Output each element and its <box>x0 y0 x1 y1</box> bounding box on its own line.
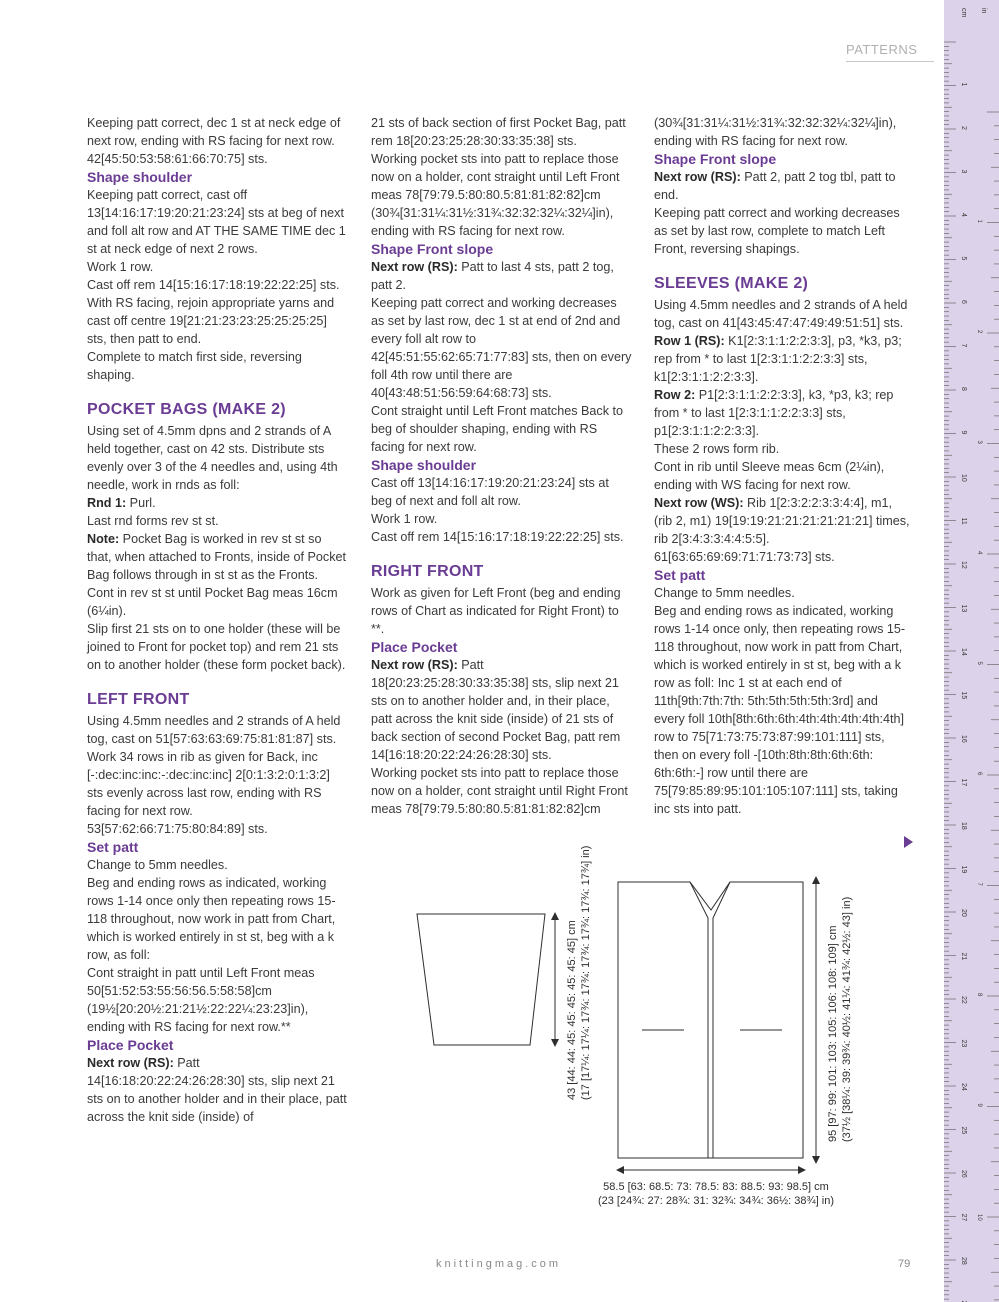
paragraph: Cast off rem 14[15:16:17:18:19:22:22:25] sts. <box>87 278 340 292</box>
instruction-lead: Next row (RS): <box>87 1056 174 1070</box>
ruler-cm-number: 8 <box>960 387 967 391</box>
paragraph: 21 sts of back section of first Pocket Bag, patt rem 18[20:23:25:28:30:33:35:38] sts. <box>371 116 626 148</box>
paragraph: Using 4.5mm needles and 2 strands of A held tog, cast on 51[57:63:63:69:75:81:81:87] sts. <box>87 714 341 746</box>
schematic-diagram <box>400 860 850 1200</box>
arrowhead-icon <box>798 1166 806 1174</box>
instruction-text: Patt 2, patt 2 tog tbl, patt to end. <box>654 170 896 202</box>
paragraph: Beg and ending rows as indicated, working rows 1-14 once only, then repeating rows 15-118 throughout, now work in patt from Chart, which is worked entirely in st st, beg with a k row as foll: Inc 1 st at each end of 11th[9th:7th:7th: 5th:5th:5th:5th:3rd] and every foll 10th[8th:6th:6th:4th:4th:4th:4th:4th] row to 75[71:73:75:73:87:99:101:111] sts, then on every foll -[10th:8th:8th:6th:6th: 6th:6th:-] row until there are 75[79:85:89:95:101:105:107:111] sts, taking inc sts into patt. <box>654 604 906 816</box>
instruction-lead: Next row (WS): <box>654 496 744 510</box>
ruler-cm-number: 2 <box>960 126 967 130</box>
ruler-in-number: 1 <box>976 219 982 223</box>
front-opening-left <box>690 882 708 1158</box>
paragraph <box>654 332 910 386</box>
ruler-cm-number: 21 <box>960 952 967 961</box>
paragraph: Last rnd forms rev st st. <box>87 514 219 528</box>
ruler-scale <box>944 0 999 1302</box>
paragraph: Keeping patt correct, cast off 13[14:16:17:19:20:21:23:24] sts at beg of next and foll alt row and AT THE SAME TIME dec 1 st at neck edge of next 2 rows. <box>87 188 346 256</box>
ruler-in-number: 5 <box>976 661 982 665</box>
paragraph: Cont straight in patt until Left Front meas 50[51:52:53:55:56:56.5:58:58]cm (19½[20:20½:21:21½:22:22¼:23:23]in), ending with RS facing for next row.** <box>87 966 315 1034</box>
ruler-cm-number: 10 <box>960 474 967 482</box>
paragraph: Beg and ending rows as indicated, working rows 1-14 once only then repeating rows 15-118 throughout, now work in patt from Chart, which is worked entirely in st st, beg with a k row, as foll: <box>87 876 336 962</box>
subheading-shape-front-slope: Shape Front slope <box>371 241 494 257</box>
paragraph <box>87 530 349 584</box>
paragraph: Cont in rib until Sleeve meas 6cm (2¼in), ending with WS facing for next row. <box>654 460 885 492</box>
column-1 <box>87 114 349 1126</box>
ruler-in-number: 6 <box>976 772 982 776</box>
instruction-text: Purl. <box>126 496 156 510</box>
body-length-in: (37½ [38¼: 39: 39¾: 40½: 41¼: 41¾: 42½: 43] in) <box>841 896 853 1142</box>
paragraph: Slip first 21 sts on to one holder (these will be joined to Front for pocket top) and rem 21 sts on to another holder (these form pocket back). <box>87 622 346 672</box>
ruler-cm-number: 17 <box>960 778 967 787</box>
ruler-cm-number: 6 <box>960 300 967 304</box>
paragraph: Change to 5mm needles. <box>87 858 228 872</box>
paragraph <box>654 168 910 204</box>
paragraph: Cast off 13[14:16:17:19:20:21:23:24] sts at beg of next and foll alt row. <box>371 476 609 508</box>
ruler-cm-number: 15 <box>960 691 967 700</box>
instruction-lead: Row 2: <box>654 388 696 402</box>
ruler-cm-number: 9 <box>960 430 967 435</box>
ruler-cm-number: 13 <box>960 604 967 613</box>
ruler-cm-number: 3 <box>960 169 967 174</box>
instruction-text: Patt to last 4 sts, patt 2 tog, patt 2. <box>371 260 614 292</box>
ruler-in-number: 3 <box>976 440 982 444</box>
paragraph: Working pocket sts into patt to replace those now on a holder, cont straight until Left Front meas 78[79:79.5:80:80.5:81:81:82:82]cm (30¾[31:31¼:31½:31¾:32:32:32¼:32¼]in), ending with RS facing for next row. <box>371 152 620 238</box>
paragraph: Keeping patt correct and working decreases as set by last row, dec 1 st at end of 2nd and every foll alt row to 42[45:51:55:62:65:71:77:83] sts, then on every foll 4th row until there are 40[43:48:51:56:59:64:68:73] sts. <box>371 296 632 400</box>
ruler-in-number: 4 <box>976 551 982 555</box>
heading-right-front: RIGHT FRONT <box>371 563 484 580</box>
instruction-lead: Next row (RS): <box>654 170 741 184</box>
ruler-cm-number: 22 <box>960 996 967 1004</box>
section-label: PATTERNS <box>846 42 934 62</box>
ruler-in-unit: in <box>980 8 987 14</box>
paragraph <box>87 1054 349 1126</box>
ruler-cm-number: 4 <box>960 213 967 217</box>
sleeve-length-cm: 43 [44: 44: 45: 45: 45: 45: 45: 45] cm <box>566 920 578 1100</box>
heading-pocket-bags: POCKET BAGS (MAKE 2) <box>87 401 286 418</box>
paragraph: Work 34 rows in rib as given for Back, inc [-:dec:inc:inc:-:dec:inc:inc] 2[0:1:3:2:0:1:3:2] sts evenly across last row, ending with RS facing for next row. 53[57:62:66:71:75:80:84:89] sts. <box>87 750 330 836</box>
arrowhead-icon <box>616 1166 624 1174</box>
ruler-cm-number: 5 <box>960 256 967 261</box>
ruler-in-number: 10 <box>976 1214 982 1221</box>
arrowhead-icon <box>812 876 820 884</box>
paragraph: Keeping patt correct and working decreases as set by last row, complete to match Left Front, reversing shapings. <box>654 206 900 256</box>
ruler-cm-number: 23 <box>960 1039 967 1048</box>
arrowhead-icon <box>551 912 559 920</box>
instruction-lead: Row 1 (RS): <box>654 334 725 348</box>
subheading-place-pocket: Place Pocket <box>371 639 458 655</box>
paragraph: Keeping patt correct, dec 1 st at neck edge of next row, ending with RS facing for next row. 42[45:50:53:58:61:66:70:75] sts. <box>87 116 341 166</box>
ruler-cm-number: 18 <box>960 822 967 830</box>
paragraph: Working pocket sts into patt to replace those now on a holder, cont straight until Right Front meas 78[79:79.5:80:80.5:81:81:82:82]cm <box>371 766 628 816</box>
paragraph <box>654 494 910 566</box>
paragraph <box>371 258 633 294</box>
front-opening-right <box>713 882 730 1158</box>
subheading-set-patt: Set patt <box>654 567 706 583</box>
subheading-shape-front-slope: Shape Front slope <box>654 151 777 167</box>
paragraph: Work as given for Left Front (beg and ending rows of Chart as indicated for Right Front) to **. <box>371 586 621 636</box>
paragraph: Complete to match first side, reversing shaping. <box>87 350 302 382</box>
ruler-cm-number: 20 <box>960 909 967 917</box>
measuring-ruler <box>944 0 999 1302</box>
subheading-shape-shoulder: Shape shoulder <box>371 457 477 473</box>
note-lead: Note: <box>87 532 120 546</box>
body-width-label <box>580 1180 852 1208</box>
ruler-cm-number: 1 <box>960 82 967 87</box>
heading-sleeves: SLEEVES (MAKE 2) <box>654 275 809 292</box>
paragraph: Change to 5mm needles. <box>654 586 795 600</box>
sleeve-length-in: (17 [17¼: 17¼: 17¾: 17¾: 17¾: 17¾: 17¾: 17¾] in) <box>580 845 592 1100</box>
instruction-lead: Next row (RS): <box>371 658 458 672</box>
paragraph: (30¾[31:31¼:31½:31¾:32:32:32¼:32¼]in), ending with RS facing for next row. <box>654 116 897 148</box>
ruler-in-number: 2 <box>976 330 982 334</box>
paragraph: Using 4.5mm needles and 2 strands of A held tog, cast on 41[43:45:47:47:49:49:51:51] sts. <box>654 298 908 330</box>
ruler-cm-number: 27 <box>960 1213 967 1222</box>
ruler-in-number: 8 <box>976 993 982 997</box>
ruler-in-number: 7 <box>976 882 982 886</box>
instruction-text: P1[2:3:1:1:2:2:3:3], k3, *p3, k3; rep from * to last 1[2:3:1:1:2:2:3:3] sts, p1[2:3:1:1:2:2:3:3]. <box>654 388 894 438</box>
subheading-shape-shoulder: Shape shoulder <box>87 169 193 185</box>
paragraph: These 2 rows form rib. <box>654 442 780 456</box>
sleeve-outline <box>417 914 545 1045</box>
ruler-cm-number: 12 <box>960 561 967 569</box>
ruler-cm-number: 11 <box>960 517 967 525</box>
instruction-text: Patt 18[20:23:25:28:30:33:35:38] sts, slip next 21 sts on to another holder and, in their place, patt across the knit side (inside) of 21 sts of back section of second Pocket Bag, patt rem 14[16:18:20:22:24:26:28:30] sts. <box>371 658 621 762</box>
note-text: Pocket Bag is worked in rev st st so that, when attached to Fronts, inside of Pocket Bag follows through in st st as the Fronts. <box>87 532 347 582</box>
ruler-cm-unit: cm <box>960 8 967 18</box>
ruler-cm-number: 25 <box>960 1126 967 1135</box>
column-3 <box>654 114 910 818</box>
paragraph: Cont straight until Left Front matches Back to beg of shoulder shaping, ending with RS facing for next row. <box>371 404 623 454</box>
arrowhead-icon <box>812 1156 820 1164</box>
instruction-lead: Rnd 1: <box>87 496 127 510</box>
paragraph: Cont in rev st st until Pocket Bag meas 16cm (6¼in). <box>87 586 338 618</box>
body-outline <box>618 882 803 1158</box>
instruction-text: Rib 1[2:3:2:2:3:3:4:4], m1, (rib 2, m1) 19[19:19:21:21:21:21:21:21] times, rib 2[3:4:3:3:4:4:5:5]. 61[63:65:69:69:71:71:73:73] sts. <box>654 496 910 564</box>
ruler-cm-number: 26 <box>960 1170 967 1178</box>
paragraph: Using set of 4.5mm dpns and 2 strands of A held together, cast on 42 sts. Distribute sts evenly over 3 of the 4 needles and, using 4th needle, work in rnds as foll: <box>87 424 338 492</box>
column-2 <box>371 114 633 818</box>
ruler-cm-number: 28 <box>960 1257 967 1265</box>
continue-arrow-icon <box>904 836 913 848</box>
paragraph <box>87 494 349 512</box>
arrowhead-icon <box>551 1039 559 1047</box>
instruction-text: K1[2:3:1:1:2:2:3:3], p3, *k3, p3; rep from * to last 1[2:3:1:1:2:2:3:3] sts, k1[2:3:1:1:2:2:3:3]. <box>654 334 902 384</box>
subheading-place-pocket: Place Pocket <box>87 1037 174 1053</box>
ruler-cm-number: 14 <box>960 648 967 656</box>
paragraph: Work 1 row. <box>87 260 154 274</box>
paragraph <box>371 656 633 764</box>
ruler-cm-number: 7 <box>960 343 967 348</box>
body-width-cm: 58.5 [63: 68.5: 73: 78.5: 83: 88.5: 93: 98.5] cm <box>603 1181 829 1193</box>
ruler-in-number: 9 <box>976 1103 982 1107</box>
ruler-cm-number: 16 <box>960 735 967 743</box>
instruction-lead: Next row (RS): <box>371 260 458 274</box>
paragraph: With RS facing, rejoin appropriate yarns and cast off centre 19[21:21:23:23:25:25:25:25] sts, then patt to end. <box>87 296 335 346</box>
ruler-cm-number: 24 <box>960 1083 967 1091</box>
paragraph: Work 1 row. <box>371 512 438 526</box>
heading-left-front: LEFT FRONT <box>87 691 190 708</box>
body-width-in: (23 [24¾: 27: 28¾: 31: 32¾: 34¾: 36½: 38¾] in) <box>597 1195 835 1207</box>
subheading-set-patt: Set patt <box>87 839 139 855</box>
body-length-cm: 95 [97: 99: 101: 103: 105: 106: 108: 109] cm <box>827 925 839 1142</box>
ruler-cm-number: 19 <box>960 865 967 874</box>
footer-url: knittingmag.com <box>436 1258 562 1270</box>
paragraph: Cast off rem 14[15:16:17:18:19:22:22:25] sts. <box>371 530 624 544</box>
instruction-text: Patt 14[16:18:20:22:24:26:28:30] sts, slip next 21 sts on to another holder and in their place, patt across the knit side (inside) of <box>87 1056 347 1124</box>
paragraph <box>654 386 910 440</box>
page-number: 79 <box>898 1258 911 1270</box>
